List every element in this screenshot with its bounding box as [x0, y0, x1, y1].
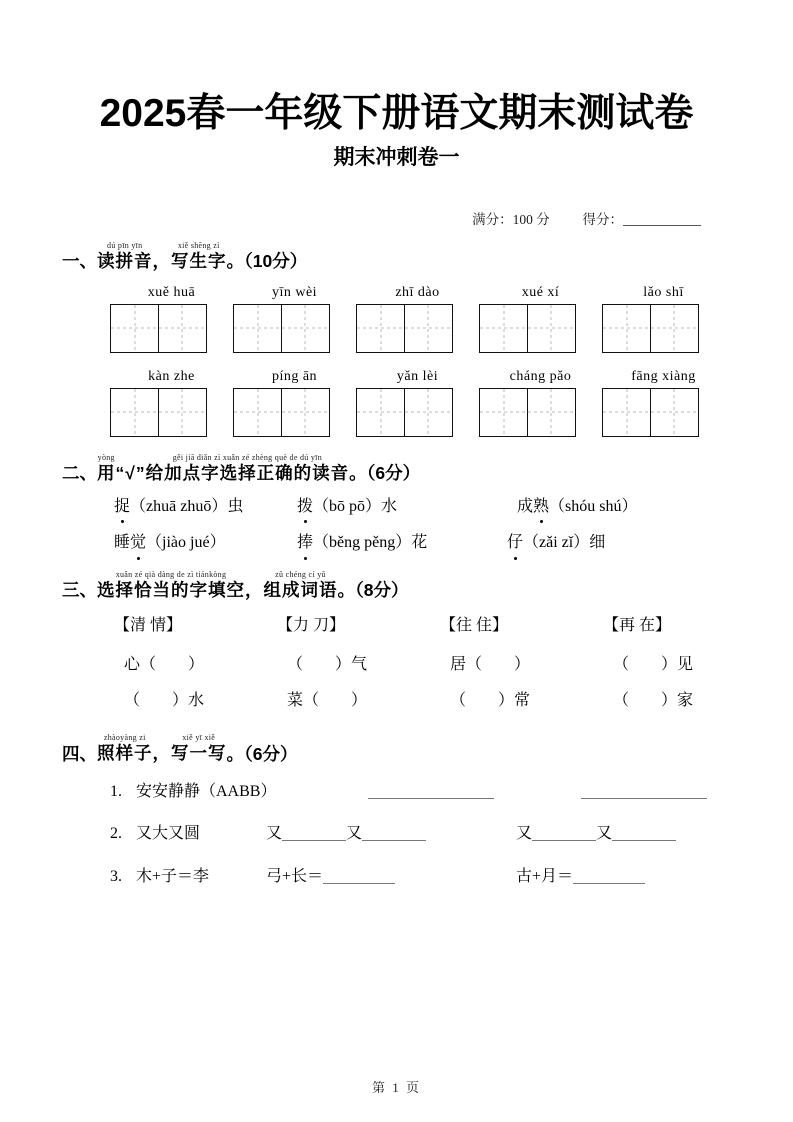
score-line: [0, 208, 793, 228]
ruby-base: “√”: [115, 462, 146, 483]
tianzige-group[interactable]: [110, 388, 233, 437]
pinyin-cell: cháng pǎo: [509, 368, 572, 384]
tianzige-box[interactable]: [110, 304, 159, 353]
choice-text[interactable]: （shóu shú）: [549, 498, 638, 516]
item-model: 安安静静（AABB）: [136, 782, 277, 800]
ruby-base: 组成词语: [263, 579, 338, 600]
section-3-ruby-0: [97, 571, 245, 600]
ruby-pinyin: yòng: [97, 452, 115, 462]
dotted-char: 熟: [533, 496, 549, 518]
answer-slot[interactable]: [368, 781, 581, 803]
tianzige-box[interactable]: [479, 304, 528, 353]
ruby-pinyin: zhàoyàng zi: [103, 733, 146, 743]
section-1-ruby-1: [153, 242, 172, 271]
pattern-char: 又: [516, 825, 533, 843]
trailing-char: 花: [411, 534, 428, 552]
ruby-base: 读拼音: [97, 251, 153, 272]
page-title: 2025春一年级下册语文期末测试卷: [99, 92, 694, 135]
section-2: [62, 454, 741, 555]
pronunciation-item[interactable]: [517, 496, 638, 518]
tianzige-group[interactable]: [602, 388, 725, 437]
answer-blank[interactable]: [282, 824, 346, 841]
section-4-tail: 。（6分）: [226, 743, 298, 764]
trailing-char: 细: [589, 534, 606, 552]
pronunciation-row-2: [114, 532, 741, 554]
pattern-char: 又: [596, 825, 613, 843]
section-4-index: 四、: [62, 743, 97, 764]
fill-blank-item[interactable]: 心（ ）: [124, 655, 205, 673]
page-footer: 第 1 页: [371, 1080, 421, 1095]
tianzige-group[interactable]: [356, 388, 479, 437]
fill-blank-item[interactable]: （ ）常: [450, 692, 531, 710]
answer-blank[interactable]: [323, 867, 395, 884]
pinyin-cell: lǎo shī: [643, 284, 684, 300]
ruby-pinyin: xiě shēng zì: [177, 241, 220, 251]
tianzige-box[interactable]: [233, 388, 282, 437]
ruby-base: 给加点字选择正确的读音: [145, 462, 350, 483]
section-1-index: 一、: [62, 251, 97, 272]
pattern-char: 又: [346, 825, 363, 843]
item-model: 木+子＝李: [136, 867, 210, 885]
tianzige-box[interactable]: [404, 388, 453, 437]
tianzige-row-1: [110, 304, 741, 353]
answer-slot[interactable]: [581, 781, 707, 803]
example-item-1: [110, 781, 741, 803]
choice-text[interactable]: （jiào jué）: [146, 534, 226, 552]
pinyin-cell: píng ān: [271, 368, 318, 384]
full-score-label: 满分：100 分: [472, 212, 550, 228]
pronunciation-item[interactable]: [297, 532, 507, 554]
tianzige-row-2: [110, 388, 741, 437]
choice-text[interactable]: （zhuā zhuō）: [130, 498, 228, 516]
pinyin-cell: zhī dào: [395, 284, 440, 300]
ruby-pinyin: xiě yī xiě: [182, 733, 216, 743]
ruby-pinyin: dú pīn yīn: [107, 241, 143, 251]
tianzige-box[interactable]: [404, 304, 453, 353]
ruby-base: 照样子: [97, 743, 153, 764]
item-number: 3.: [110, 867, 122, 885]
tianzige-box[interactable]: [527, 304, 576, 353]
pronunciation-row-1: [114, 496, 741, 518]
item-model: 又大又圆: [136, 825, 201, 843]
fill-blank-item[interactable]: （ ）水: [124, 692, 205, 710]
ruby-pinyin: zǔ chéng cí yǔ: [275, 569, 326, 579]
section-2-tail: 。（6分）: [349, 462, 421, 483]
trailing-char: 水: [381, 498, 398, 516]
pinyin-row-2: [110, 369, 741, 385]
section-4-ruby-0: [97, 734, 153, 763]
section-2-ruby-1: [116, 454, 146, 483]
fill-blank-item[interactable]: （ ）家: [613, 692, 694, 710]
section-3-ruby-2: [264, 571, 338, 600]
answer-slot[interactable]: [266, 823, 516, 845]
section-3-heading: [62, 571, 741, 600]
ruby-base: 选择恰当的字填空: [97, 579, 245, 600]
answer-blank[interactable]: [532, 824, 596, 841]
answer-blank[interactable]: [362, 824, 426, 841]
pattern-char: 又: [266, 825, 283, 843]
answer-blank[interactable]: [581, 782, 707, 799]
answer-slot[interactable]: [266, 866, 516, 888]
pinyin-cell: kàn zhe: [148, 368, 195, 384]
dotted-char: 捧: [297, 532, 313, 554]
equation-text: 古+月＝: [516, 867, 574, 885]
section-3-index: 三、: [62, 579, 97, 600]
choice-text[interactable]: （zǎi zǐ）: [523, 534, 590, 552]
tianzige-group[interactable]: [233, 388, 356, 437]
tianzige-box[interactable]: [479, 388, 528, 437]
tianzige-box[interactable]: [650, 304, 699, 353]
leading-char: 睡: [114, 534, 131, 552]
pinyin-row-1: [110, 285, 741, 301]
section-4-heading: [62, 734, 741, 763]
section-4-ruby-1: [153, 734, 172, 763]
dotted-char: 仔: [507, 532, 523, 554]
answer-blank[interactable]: [612, 824, 676, 841]
equation-text: 弓+长＝: [266, 867, 324, 885]
pinyin-cell: yīn wèi: [271, 284, 318, 300]
tianzige-box[interactable]: [281, 304, 330, 353]
choice-text[interactable]: （běng pěng）: [313, 534, 412, 552]
trailing-char: 虫: [227, 498, 244, 516]
pronunciation-item[interactable]: [114, 496, 297, 518]
char-choice-group[interactable]: 【清 情】: [114, 617, 183, 635]
pinyin-cell: fāng xiàng: [631, 368, 696, 384]
section-1-ruby-2: [171, 242, 227, 271]
pronunciation-item[interactable]: [297, 496, 517, 518]
answer-blank[interactable]: [368, 782, 494, 799]
ruby-base: 写一写: [171, 743, 227, 764]
section-3-ruby-1: [245, 571, 264, 600]
section-4-ruby-2: [171, 734, 227, 763]
dotted-char: 觉: [130, 532, 146, 554]
fill-blank-item[interactable]: 菜（ ）: [287, 692, 368, 710]
dotted-char: 捉: [114, 496, 130, 518]
item-number: 1.: [110, 782, 122, 800]
ruby-base: 写生字: [171, 251, 227, 272]
fill-blank-item[interactable]: 居（ ）: [450, 655, 531, 673]
section-4: [62, 734, 741, 888]
tianzige-box[interactable]: [602, 388, 651, 437]
example-item-2: [110, 823, 741, 845]
tianzige-box[interactable]: [650, 388, 699, 437]
ruby-base: ，: [152, 743, 171, 764]
answer-blank[interactable]: [573, 867, 645, 884]
item-number: 2.: [110, 825, 122, 843]
tianzige-box[interactable]: [158, 304, 207, 353]
section-1-tail: 。（10分）: [226, 251, 308, 272]
fill-row-1: [124, 654, 741, 676]
choice-text[interactable]: （bō pō）: [313, 498, 382, 516]
pinyin-cell: xuě huā: [147, 284, 196, 300]
fill-blank-item[interactable]: （ ）见: [613, 655, 694, 673]
pronunciation-item[interactable]: [507, 532, 605, 554]
fill-blank-item[interactable]: （ ）气: [287, 655, 368, 673]
pronunciation-item[interactable]: [114, 532, 297, 554]
char-choice-row: [114, 615, 741, 637]
tianzige-box[interactable]: [158, 388, 207, 437]
tianzige-group[interactable]: [479, 388, 602, 437]
section-3: [62, 571, 741, 713]
tianzige-group[interactable]: [110, 304, 233, 353]
fill-row-2: [124, 690, 741, 712]
ruby-base: ，: [245, 579, 264, 600]
ruby-pinyin: xuǎn zé qià dàng de zì tiánkòng: [115, 569, 227, 579]
tianzige-group[interactable]: [356, 304, 479, 353]
section-2-ruby-2: [146, 454, 350, 483]
tianzige-box[interactable]: [356, 388, 405, 437]
pinyin-cell: yǎn lèi: [396, 368, 439, 384]
section-1: [62, 242, 741, 437]
tianzige-box[interactable]: [110, 388, 159, 437]
section-3-tail: 。（8分）: [337, 579, 409, 600]
leading-char: 成: [517, 498, 534, 516]
section-2-heading: [62, 454, 741, 483]
dotted-char: 拨: [297, 496, 313, 518]
tianzige-group[interactable]: [233, 304, 356, 353]
section-2-index: 二、: [62, 462, 97, 483]
score-blank[interactable]: [623, 212, 701, 227]
ruby-base: ，: [152, 251, 171, 272]
tianzige-box[interactable]: [281, 388, 330, 437]
score-label: 得分：: [582, 212, 623, 228]
tianzige-group[interactable]: [479, 304, 602, 353]
tianzige-box[interactable]: [233, 304, 282, 353]
section-1-heading: [62, 242, 741, 271]
answer-slot[interactable]: [516, 823, 676, 845]
page-subtitle: 期末冲刺卷一: [333, 145, 460, 169]
tianzige-box[interactable]: [356, 304, 405, 353]
char-choice-group[interactable]: 【再 在】: [603, 617, 672, 635]
ruby-pinyin: gěi jiā diǎn zì xuǎn zé zhèng què de dú yīn: [172, 452, 322, 462]
ruby-base: 用: [97, 462, 116, 483]
tianzige-box[interactable]: [527, 388, 576, 437]
char-choice-group[interactable]: 【往 住】: [440, 617, 509, 635]
tianzige-box[interactable]: [602, 304, 651, 353]
example-item-3: [110, 866, 741, 888]
section-1-ruby-0: [97, 242, 153, 271]
section-2-ruby-0: [97, 454, 116, 483]
tianzige-group[interactable]: [602, 304, 725, 353]
char-choice-group[interactable]: 【力 刀】: [277, 617, 346, 635]
answer-slot[interactable]: [516, 866, 645, 888]
pinyin-cell: xué xí: [521, 284, 560, 300]
